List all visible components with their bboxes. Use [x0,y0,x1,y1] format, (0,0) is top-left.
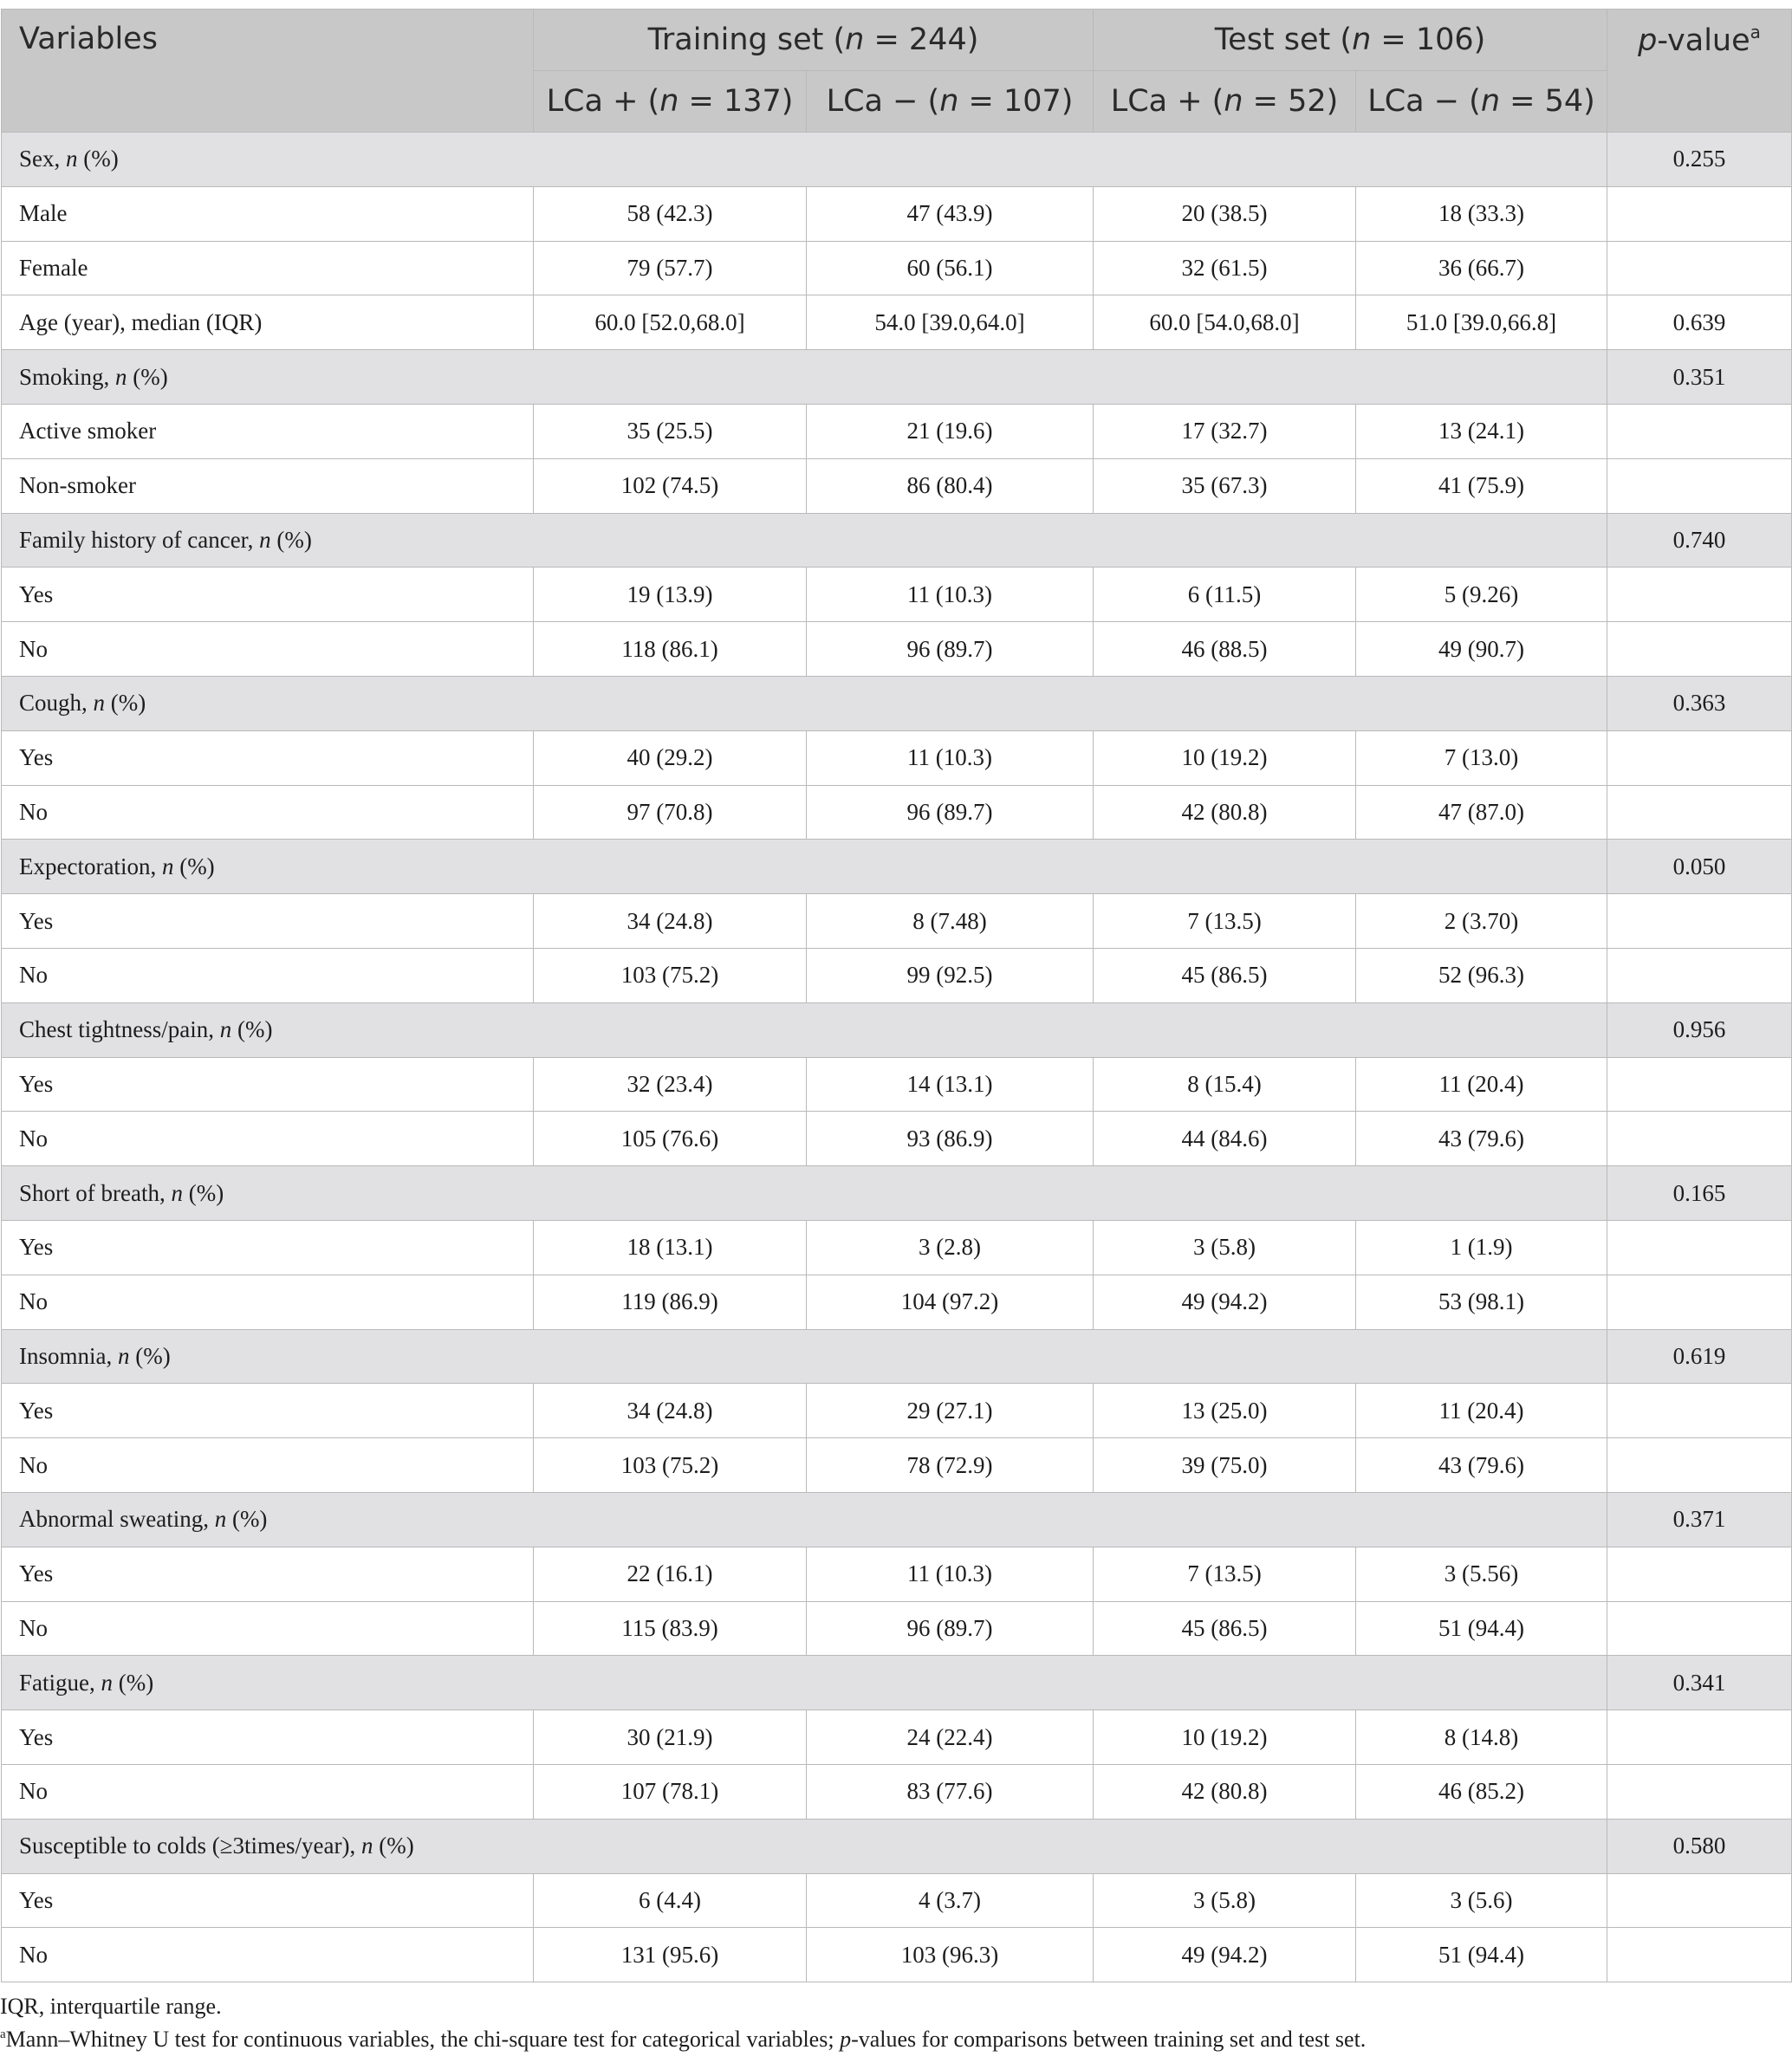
value-cell: 20 (38.5) [1094,186,1356,241]
row-label: Yes [2,1384,534,1438]
row-label: Smoking, n (%) [2,350,1607,405]
table-row [2,785,1792,840]
value-cell: 49 (94.2) [1094,1928,1356,1982]
value-cell: 52 (96.3) [1356,948,1607,1002]
p-value-cell: 0.351 [1607,350,1792,405]
row-label: Fatigue, n (%) [2,1656,1607,1710]
table-row [2,894,1792,949]
value-cell: 36 (66.7) [1356,241,1607,295]
value-cell: 49 (94.2) [1094,1275,1356,1329]
p-value-cell: 0.363 [1607,676,1792,730]
table-row [2,622,1792,677]
value-cell: 3 (5.6) [1356,1873,1607,1928]
header-test-set: Test set (n = 106) [1094,10,1607,71]
value-cell: 99 (92.5) [807,948,1094,1002]
value-cell: 118 (86.1) [534,622,807,677]
table-row [2,404,1792,458]
row-label: Expectoration, n (%) [2,840,1607,894]
p-value-cell [1607,1275,1792,1329]
row-label: No [2,1438,534,1493]
value-cell: 93 (86.9) [807,1112,1094,1166]
value-cell: 24 (22.4) [807,1710,1094,1765]
header-training-lca-negative: LCa − (n = 107) [807,71,1094,133]
value-cell: 105 (76.6) [534,1112,807,1166]
p-value-cell: 0.580 [1607,1819,1792,1873]
row-label: Yes [2,1057,534,1112]
value-cell: 47 (87.0) [1356,785,1607,840]
p-value-cell [1607,948,1792,1002]
row-label: Susceptible to colds (≥3times/year), n (%) [2,1819,1607,1873]
p-value-cell: 0.050 [1607,840,1792,894]
value-cell: 51 (94.4) [1356,1601,1607,1656]
section-row [2,133,1792,187]
header-test-lca-negative: LCa − (n = 54) [1356,71,1607,133]
p-value-cell [1607,1112,1792,1166]
value-cell: 30 (21.9) [534,1710,807,1765]
value-cell: 78 (72.9) [807,1438,1094,1493]
row-label: Family history of cancer, n (%) [2,513,1607,568]
p-value-cell [1607,622,1792,677]
value-cell: 11 (10.3) [807,730,1094,785]
value-cell: 79 (57.7) [534,241,807,295]
value-cell: 22 (16.1) [534,1547,807,1601]
table-row [2,1384,1792,1438]
value-cell: 96 (89.7) [807,1601,1094,1656]
value-cell: 13 (24.1) [1356,404,1607,458]
table-row [2,1764,1792,1819]
row-label: No [2,1601,534,1656]
value-cell: 45 (86.5) [1094,1601,1356,1656]
value-cell: 10 (19.2) [1094,730,1356,785]
table-row [2,241,1792,295]
table-row [2,1710,1792,1765]
row-label: Cough, n (%) [2,676,1607,730]
section-row [2,513,1792,568]
value-cell: 115 (83.9) [534,1601,807,1656]
table-row [2,1928,1792,1982]
value-cell: 60.0 [52.0,68.0] [534,295,807,350]
p-value-cell [1607,1057,1792,1112]
value-cell: 119 (86.9) [534,1275,807,1329]
row-label: Insomnia, n (%) [2,1329,1607,1384]
value-cell: 11 (10.3) [807,568,1094,622]
value-cell: 42 (80.8) [1094,1764,1356,1819]
row-label: No [2,1928,534,1982]
value-cell: 131 (95.6) [534,1928,807,1982]
value-cell: 10 (19.2) [1094,1710,1356,1765]
row-label: Yes [2,1710,534,1765]
p-value-cell [1607,1384,1792,1438]
p-value-cell [1607,785,1792,840]
value-cell: 103 (96.3) [807,1928,1094,1982]
value-cell: 60.0 [54.0,68.0] [1094,295,1356,350]
p-value-cell [1607,404,1792,458]
value-cell: 3 (2.8) [807,1220,1094,1275]
value-cell: 45 (86.5) [1094,948,1356,1002]
p-value-cell [1607,1547,1792,1601]
value-cell: 5 (9.26) [1356,568,1607,622]
row-label: No [2,948,534,1002]
value-cell: 35 (67.3) [1094,458,1356,513]
value-cell: 41 (75.9) [1356,458,1607,513]
row-label: No [2,785,534,840]
p-value-cell [1607,568,1792,622]
row-label: Non-smoker [2,458,534,513]
p-value-cell: 0.956 [1607,1002,1792,1057]
p-value-cell [1607,894,1792,949]
value-cell: 43 (79.6) [1356,1112,1607,1166]
p-value-cell [1607,1873,1792,1928]
value-cell: 35 (25.5) [534,404,807,458]
table-row [2,295,1792,350]
value-cell: 1 (1.9) [1356,1220,1607,1275]
section-row [2,1819,1792,1873]
header-row-1 [2,10,1792,71]
section-row [2,1656,1792,1710]
value-cell: 58 (42.3) [534,186,807,241]
value-cell: 39 (75.0) [1094,1438,1356,1493]
value-cell: 51 (94.4) [1356,1928,1607,1982]
row-label: No [2,1764,534,1819]
value-cell: 49 (90.7) [1356,622,1607,677]
section-row [2,1166,1792,1221]
value-cell: 34 (24.8) [534,1384,807,1438]
table-row [2,458,1792,513]
row-label: Chest tightness/pain, n (%) [2,1002,1607,1057]
value-cell: 3 (5.8) [1094,1220,1356,1275]
value-cell: 18 (33.3) [1356,186,1607,241]
value-cell: 11 (20.4) [1356,1057,1607,1112]
value-cell: 4 (3.7) [807,1873,1094,1928]
p-value-cell [1607,241,1792,295]
row-label: Active smoker [2,404,534,458]
table-row [2,730,1792,785]
value-cell: 21 (19.6) [807,404,1094,458]
section-row [2,1002,1792,1057]
value-cell: 46 (85.2) [1356,1764,1607,1819]
value-cell: 51.0 [39.0,66.8] [1356,295,1607,350]
table-header [2,10,1792,133]
row-label: Yes [2,1220,534,1275]
header-test-lca-positive: LCa + (n = 52) [1094,71,1356,133]
p-value-cell [1607,1601,1792,1656]
table-row [2,1220,1792,1275]
table-container [0,9,1792,2052]
value-cell: 8 (7.48) [807,894,1094,949]
table-row [2,1057,1792,1112]
p-value-cell [1607,730,1792,785]
value-cell: 32 (61.5) [1094,241,1356,295]
p-value-cell [1607,1710,1792,1765]
p-value-cell: 0.619 [1607,1329,1792,1384]
p-value-cell: 0.371 [1607,1492,1792,1547]
value-cell: 46 (88.5) [1094,622,1356,677]
value-cell: 11 (20.4) [1356,1384,1607,1438]
value-cell: 53 (98.1) [1356,1275,1607,1329]
value-cell: 43 (79.6) [1356,1438,1607,1493]
row-label: Female [2,241,534,295]
table-body [2,133,1792,1982]
value-cell: 6 (11.5) [1094,568,1356,622]
value-cell: 107 (78.1) [534,1764,807,1819]
value-cell: 13 (25.0) [1094,1384,1356,1438]
row-label: Yes [2,894,534,949]
value-cell: 32 (23.4) [534,1057,807,1112]
value-cell: 8 (14.8) [1356,1710,1607,1765]
value-cell: 86 (80.4) [807,458,1094,513]
value-cell: 97 (70.8) [534,785,807,840]
value-cell: 102 (74.5) [534,458,807,513]
value-cell: 83 (77.6) [807,1764,1094,1819]
header-training-lca-positive: LCa + (n = 137) [534,71,807,133]
value-cell: 103 (75.2) [534,1438,807,1493]
p-value-cell: 0.255 [1607,133,1792,187]
row-label: Yes [2,1547,534,1601]
p-value-cell: 0.341 [1607,1656,1792,1710]
value-cell: 7 (13.5) [1094,1547,1356,1601]
section-row [2,676,1792,730]
value-cell: 7 (13.0) [1356,730,1607,785]
row-label: Yes [2,568,534,622]
p-value-cell [1607,1220,1792,1275]
table-row [2,1438,1792,1493]
header-p-value: p-value$^a$ [1607,10,1792,133]
row-label: Age (year), median (IQR) [2,295,534,350]
value-cell: 7 (13.5) [1094,894,1356,949]
row-label: Yes [2,730,534,785]
value-cell: 47 (43.9) [807,186,1094,241]
header-variables: Variables [2,10,534,133]
row-label: No [2,622,534,677]
footnote-a: $^a$Mann–Whitney U test for continuous variables, the chi-square test for categorical variables; p-values for comparisons between training set and test set. [0,2027,1367,2052]
value-cell: 104 (97.2) [807,1275,1094,1329]
value-cell: 96 (89.7) [807,622,1094,677]
section-row [2,350,1792,405]
footnote-iqr: IQR, interquartile range. [0,1994,222,2019]
value-cell: 103 (75.2) [534,948,807,1002]
value-cell: 18 (13.1) [534,1220,807,1275]
value-cell: 17 (32.7) [1094,404,1356,458]
table-row [2,1873,1792,1928]
p-value-cell [1607,1928,1792,1982]
value-cell: 40 (29.2) [534,730,807,785]
header-training-set: Training set (n = 244) [534,10,1094,71]
value-cell: 14 (13.1) [807,1057,1094,1112]
value-cell: 2 (3.70) [1356,894,1607,949]
table-row [2,1112,1792,1166]
value-cell: 96 (89.7) [807,785,1094,840]
row-label: Yes [2,1873,534,1928]
table-row [2,1547,1792,1601]
row-label: Male [2,186,534,241]
row-label: No [2,1275,534,1329]
p-value-cell [1607,1438,1792,1493]
table-row [2,1275,1792,1329]
value-cell: 19 (13.9) [534,568,807,622]
value-cell: 3 (5.56) [1356,1547,1607,1601]
value-cell: 8 (15.4) [1094,1057,1356,1112]
section-row [2,840,1792,894]
p-value-cell [1607,186,1792,241]
p-value-cell: 0.165 [1607,1166,1792,1221]
row-label: Abnormal sweating, n (%) [2,1492,1607,1547]
table-row [2,1601,1792,1656]
value-cell: 3 (5.8) [1094,1873,1356,1928]
p-value-cell: 0.740 [1607,513,1792,568]
value-cell: 60 (56.1) [807,241,1094,295]
row-label: Sex, n (%) [2,133,1607,187]
value-cell: 54.0 [39.0,64.0] [807,295,1094,350]
section-row [2,1492,1792,1547]
table-row [2,568,1792,622]
value-cell: 42 (80.8) [1094,785,1356,840]
table-row [2,186,1792,241]
p-value-cell [1607,1764,1792,1819]
value-cell: 29 (27.1) [807,1384,1094,1438]
value-cell: 11 (10.3) [807,1547,1094,1601]
section-row [2,1329,1792,1384]
p-value-cell [1607,458,1792,513]
value-cell: 34 (24.8) [534,894,807,949]
value-cell: 44 (84.6) [1094,1112,1356,1166]
value-cell: 6 (4.4) [534,1873,807,1928]
row-label: Short of breath, n (%) [2,1166,1607,1221]
table-row [2,948,1792,1002]
row-label: No [2,1112,534,1166]
p-value-cell: 0.639 [1607,295,1792,350]
baseline-characteristics-table [1,9,1792,1982]
